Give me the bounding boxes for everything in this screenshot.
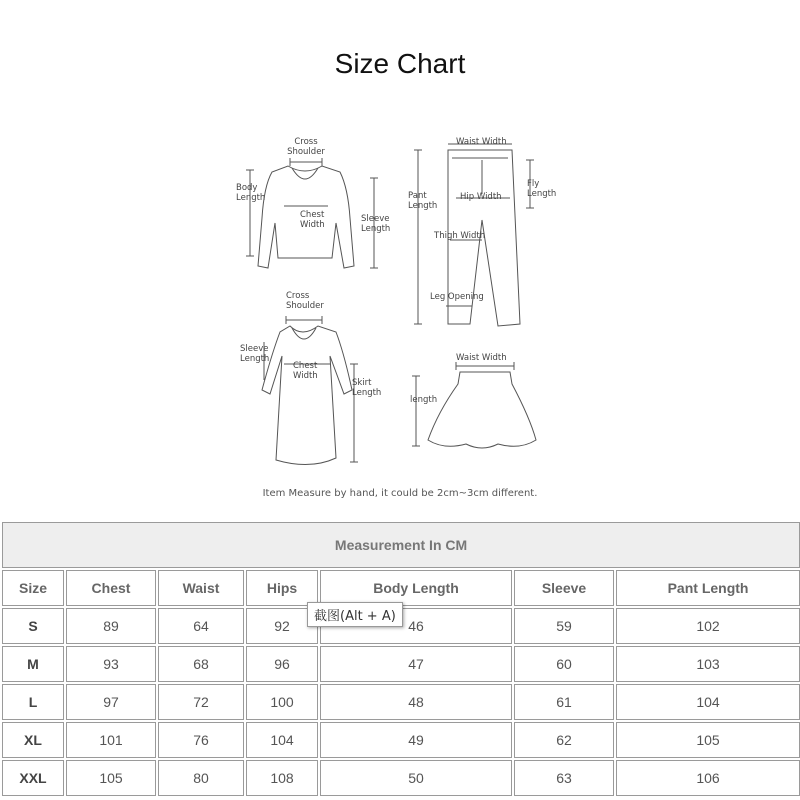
header-pant-length: Pant Length [616, 570, 800, 606]
skirt-drawing [412, 362, 536, 448]
cell-sleeve: 62 [514, 722, 614, 758]
cell-chest: 97 [66, 684, 156, 720]
cell-hips: 100 [246, 684, 318, 720]
cell-hips: 92 [246, 608, 318, 644]
label-cross-shoulder-2: Shoulder [287, 147, 325, 157]
cell-chest: 101 [66, 722, 156, 758]
cell-pant-length: 103 [616, 646, 800, 682]
cell-sleeve: 59 [514, 608, 614, 644]
cell-body-length: 46 [320, 608, 512, 644]
cell-sleeve: 63 [514, 760, 614, 796]
cell-waist: 76 [158, 722, 244, 758]
cell-size: S [2, 608, 64, 644]
cell-size: M [2, 646, 64, 682]
screenshot-tooltip: 截图(Alt + A) [307, 602, 403, 627]
cell-body-length: 47 [320, 646, 512, 682]
header-sleeve: Sleeve [514, 570, 614, 606]
header-waist: Waist [158, 570, 244, 606]
label-chest-width-2: Width [300, 220, 325, 230]
cell-pant-length: 104 [616, 684, 800, 720]
cell-waist: 72 [158, 684, 244, 720]
cell-hips: 108 [246, 760, 318, 796]
header-size: Size [2, 570, 64, 606]
header-hips: Hips [246, 570, 318, 606]
label-fly-length-1: Fly [527, 179, 540, 189]
cell-waist: 80 [158, 760, 244, 796]
label-dress-cross-shoulder-2: Shoulder [286, 301, 324, 311]
measurement-note: Item Measure by hand, it could be 2cm~3cm different. [262, 488, 538, 499]
cell-body-length: 48 [320, 684, 512, 720]
label-skirt-waist-width: Waist Width [456, 353, 507, 363]
label-sleeve-length-1: Sleeve [361, 214, 390, 224]
cell-pant-length: 102 [616, 608, 800, 644]
dress-drawing [262, 316, 358, 465]
label-dress-sleeve-length-1: Sleeve [240, 344, 269, 354]
label-cross-shoulder-1: Cross [294, 137, 318, 147]
label-thigh-width: Thigh Width [434, 231, 486, 241]
cell-size: XL [2, 722, 64, 758]
cell-hips: 96 [246, 646, 318, 682]
label-pant-length-2: Length [408, 201, 438, 211]
measurement-diagram [220, 128, 560, 478]
label-hip-width: Hip Width [460, 192, 502, 202]
label-leg-opening: Leg Opening [430, 292, 484, 302]
table-row [2, 646, 800, 682]
cell-pant-length: 106 [616, 760, 800, 796]
label-skirt-length-1: Skirt [352, 378, 372, 388]
label-skirt-length-2: Length [352, 388, 382, 398]
label-fly-length-2: Length [527, 189, 557, 199]
label-skirt-length: length [410, 395, 438, 405]
cell-size: XXL [2, 760, 64, 796]
header-chest: Chest [66, 570, 156, 606]
label-dress-sleeve-length-2: Length [240, 354, 270, 364]
cell-pant-length: 105 [616, 722, 800, 758]
label-dress-chest-width-2: Width [293, 371, 318, 381]
label-chest-width-1: Chest [300, 210, 325, 220]
label-dress-cross-shoulder-1: Cross [286, 291, 310, 301]
cell-waist: 68 [158, 646, 244, 682]
table-row [2, 722, 800, 758]
cell-chest: 93 [66, 646, 156, 682]
header-body-length: Body Length [320, 570, 512, 606]
label-waist-width: Waist Width [456, 137, 507, 147]
label-dress-chest-width-1: Chest [293, 361, 318, 371]
cell-chest: 89 [66, 608, 156, 644]
cell-body-length: 49 [320, 722, 512, 758]
cell-sleeve: 61 [514, 684, 614, 720]
table-row [2, 684, 800, 720]
table-caption: Measurement In CM [2, 522, 800, 568]
page-title: Size Chart [334, 48, 466, 79]
cell-chest: 105 [66, 760, 156, 796]
cell-size: L [2, 684, 64, 720]
label-pant-length-1: Pant [408, 191, 427, 201]
size-table [0, 520, 800, 798]
label-sleeve-length-2: Length [361, 224, 391, 234]
label-body-length-2: Length [236, 193, 266, 203]
cell-body-length: 50 [320, 760, 512, 796]
cell-hips: 104 [246, 722, 318, 758]
cell-sleeve: 60 [514, 646, 614, 682]
table-row [2, 760, 800, 796]
cell-waist: 64 [158, 608, 244, 644]
label-body-length-1: Body [236, 183, 258, 193]
